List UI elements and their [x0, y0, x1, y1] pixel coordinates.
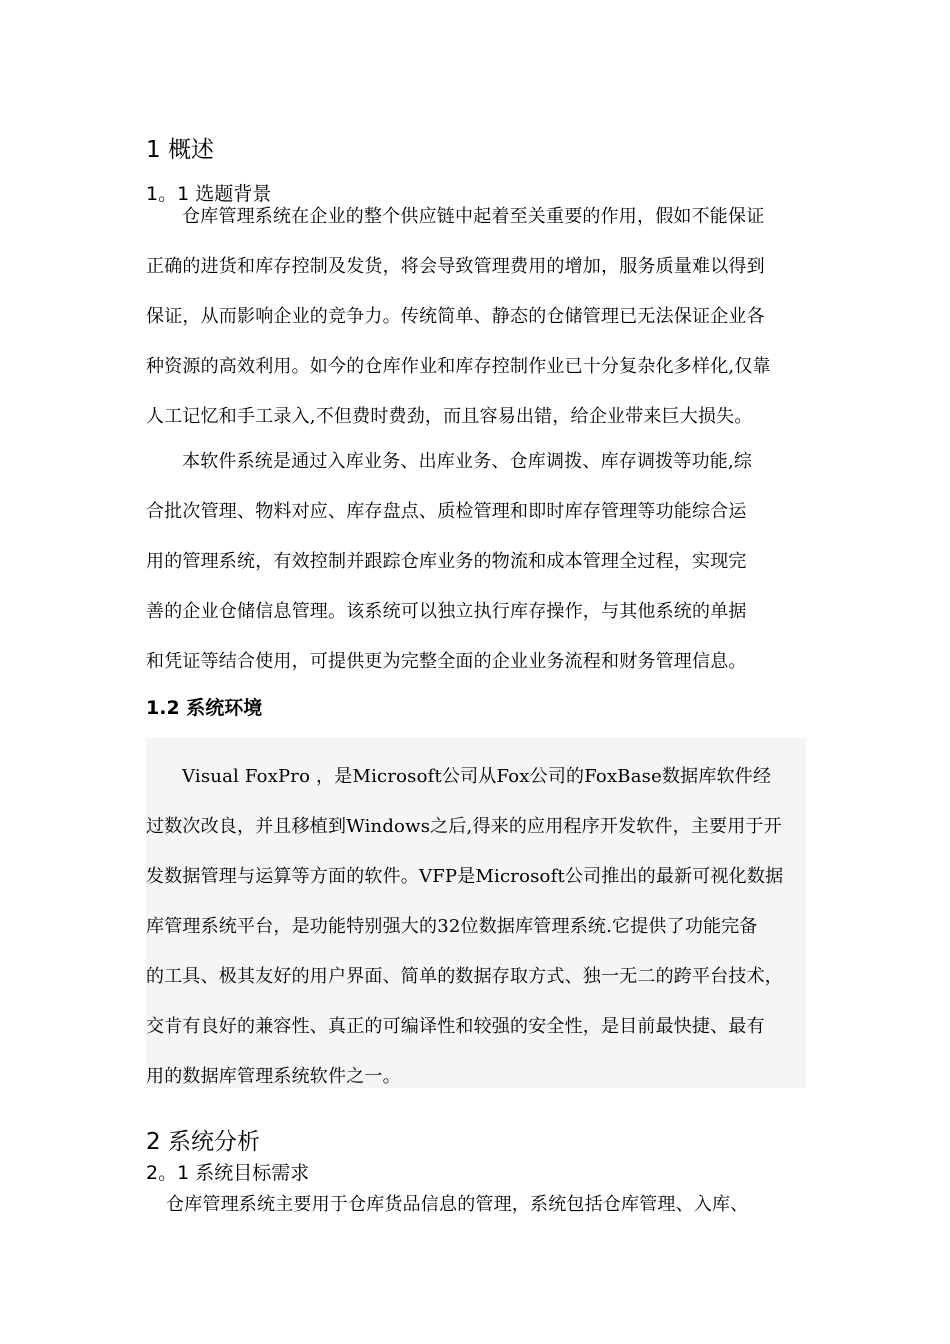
text-line: 种资源的高效利用。如今的仓库作业和库存控制作业已十分复杂化多样化,仅靠: [146, 356, 771, 377]
text-line: 库管理系统平台，是功能特别强大的32位数据库管理系统.它提供了功能完备: [146, 916, 758, 937]
text-line: 正确的进货和库存控制及发货，将会导致管理费用的增加，服务质量难以得到: [146, 256, 765, 277]
section-2-heading: 2 系统分析: [146, 1129, 260, 1155]
text-line: 交肯有良好的兼容性、真正的可编译性和较强的安全性，是目前最快捷、最有: [146, 1016, 765, 1037]
text-line: 过数次改良，并且移植到Windows之后,得来的应用程序开发软件，主要用于开: [146, 816, 782, 837]
section-1-heading: 1 概述: [146, 137, 214, 163]
text-line: Visual FoxPro ，是Microsoft公司从Fox公司的FoxBase数据库软件经: [182, 766, 772, 787]
section-1-2-paragraph: [146, 752, 806, 1102]
text-line: 仓库管理系统在企业的整个供应链中起着至关重要的作用，假如不能保证: [182, 206, 765, 227]
text-line: 保证，从而影响企业的竞争力。传统简单、静态的仓储管理已无法保证企业各: [146, 306, 765, 327]
section-1-1-paragraph-2: [146, 437, 806, 687]
section-2-1-paragraph: [146, 1180, 806, 1230]
text-line: 善的企业仓储信息管理。该系统可以独立执行库存操作，与其他系统的单据: [146, 601, 747, 622]
text-line: 和凭证等结合使用，可提供更为完整全面的企业业务流程和财务管理信息。: [146, 651, 747, 672]
text-line: 合批次管理、物料对应、库存盘点、质检管理和即时库存管理等功能综合运: [146, 501, 747, 522]
section-1-1-heading: 1。1 选题背景: [146, 183, 272, 205]
section-2-1-heading: 2。1 系统目标需求: [146, 1162, 310, 1184]
text-line: 用的管理系统，有效控制并跟踪仓库业务的物流和成本管理全过程，实现完: [146, 551, 747, 572]
section-1-2-heading: 1.2 系统环境: [146, 697, 263, 719]
text-line: 发数据管理与运算等方面的软件。VFP是Microsoft公司推出的最新可视化数据: [146, 866, 784, 887]
text-line: 的工具、极其友好的用户界面、简单的数据存取方式、独一无二的跨平台技术，: [146, 966, 783, 987]
text-line: 人工记忆和手工录入,不但费时费劲，而且容易出错，给企业带来巨大损失。: [146, 406, 753, 427]
text-line: 本软件系统是通过入库业务、出库业务、仓库调拨、库存调拨等功能,综: [182, 451, 753, 472]
text-line: 用的数据库管理系统软件之一。: [146, 1066, 401, 1087]
text-line: 仓库管理系统主要用于仓库货品信息的管理，系统包括仓库管理、入库、: [166, 1194, 749, 1215]
section-1-1-paragraph-1: [146, 192, 806, 442]
